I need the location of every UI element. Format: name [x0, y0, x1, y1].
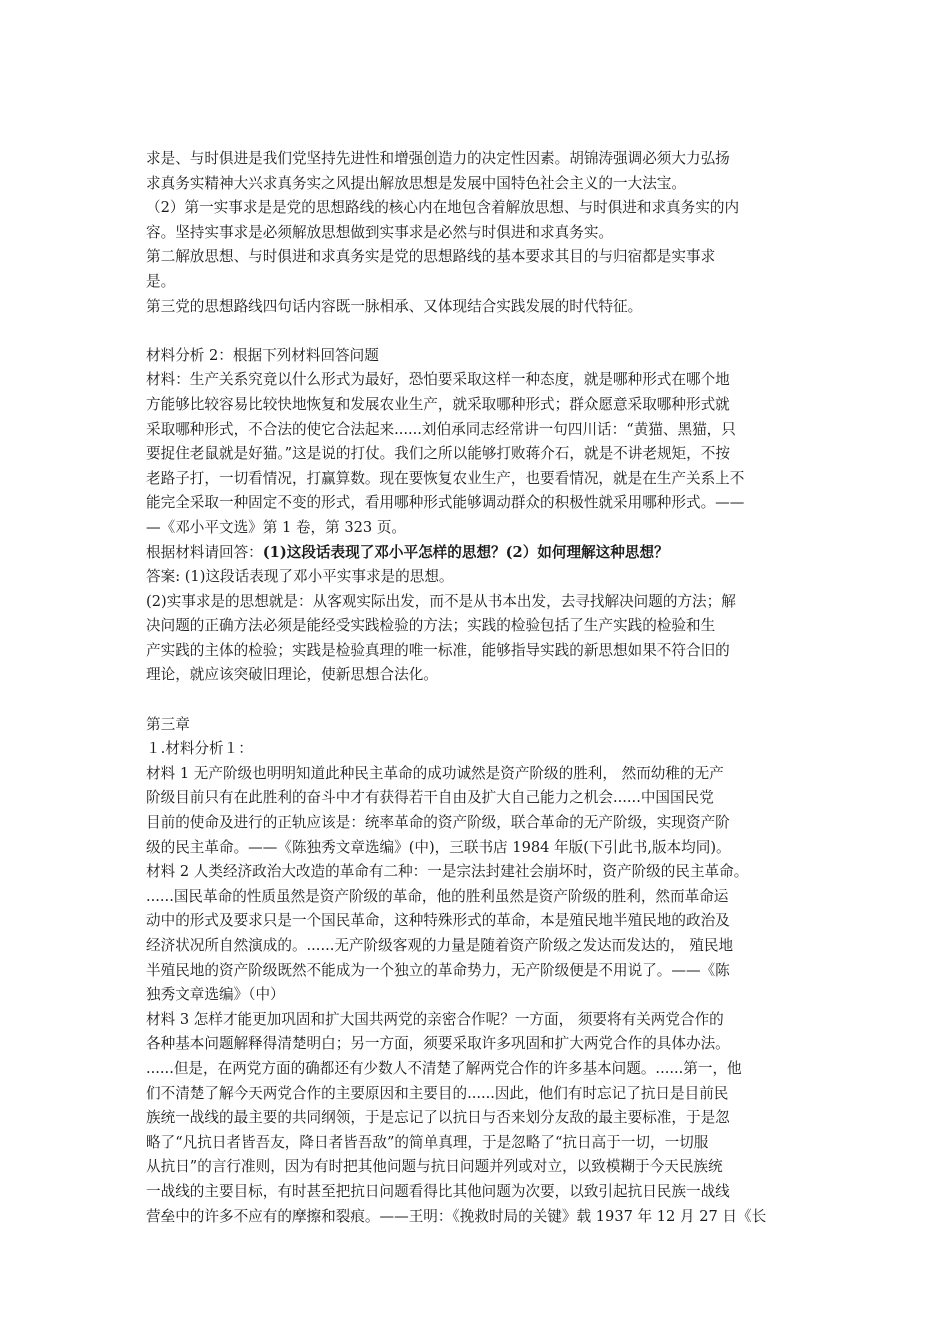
text-line: 是。 — [146, 272, 176, 290]
paragraph-intro — [146, 147, 810, 319]
question-text: (1)这段话表现了邓小平怎样的思想？(2）如何理解这种思想？ — [262, 543, 669, 561]
text-line: 求真务实精神大兴求真务实之风提出解放思想是发展中国特色社会主义的一大法宝。 — [146, 174, 686, 192]
text-line: 采取哪种形式，不合法的使它合法起来......刘伯承同志经常讲一句四川话：“黄猫、黑猫，只 — [146, 420, 736, 438]
section-material-analysis-2 — [146, 344, 810, 688]
text-line: 独秀文章选编》（中） — [146, 986, 285, 1004]
text-line: ......但是，在两党方面的确都还有少数人不清楚了解两党合作的许多基本问题。......第一，他 — [146, 1059, 742, 1077]
text-line: 从抗日”的言行准则，因为有时把其他问题与抗日问题并列或对立，以致模糊于今天民族统 — [146, 1158, 723, 1176]
text-line: ......国民革命的性质虽然是资产阶级的革命，他的胜利虽然是资产阶级的胜利，然而革命运 — [146, 887, 729, 905]
chapter-subheading: １.材料分析１： — [146, 740, 253, 758]
question-prefix: 根据材料请回答： — [146, 543, 263, 561]
text-line: 方能够比较容易比较快地恢复和发展农业生产，就采取哪种形式；群众愿意采取哪种形式就 — [146, 395, 730, 413]
document-page — [146, 147, 810, 1229]
text-line: 一战线的主要目标，有时甚至把抗日问题看得比其他问题为次要，以致引起抗日民族一战线 — [146, 1182, 730, 1200]
section-heading: 材料分析 2：根据下列材料回答问题 — [146, 346, 379, 364]
question-line — [146, 541, 810, 566]
text-line: —《邓小平文选》第 1 卷，第 323 页。 — [146, 518, 407, 536]
answer-line: 答案: (1)这段话表现了邓小平实事求是的思想。 — [146, 568, 454, 586]
text-line: 动中的形式及要求只是一个国民革命，这种特殊形式的革命，本是殖民地半殖民地的政治及 — [146, 912, 730, 930]
text-line: 目前的使命及进行的正轨应该是：统率革命的资产阶级，联合革命的无产阶级，实现资产阶 — [146, 814, 730, 832]
text-line: 第二解放思想、与时俱进和求真务实是党的思想路线的基本要求其目的与归宿都是实事求 — [146, 248, 716, 266]
text-line: 要捉住老鼠就是好猫。”这是说的打仗。我们之所以能够打败蒋介石，就是不讲老规矩，不按 — [146, 445, 730, 463]
text-line: 半殖民地的资产阶级既然不能成为一个独立的革命势力，无产阶级便是不用说了。——《陈 — [146, 961, 730, 979]
text-line: 阶级目前只有在此胜利的奋斗中才有获得若干自由及扩大自己能力之机会......中国国民党 — [146, 789, 714, 807]
text-line: 经济状况所自然演成的。......无产阶级客观的力量是随着资产阶级之发达而发达的， 殖民地 — [146, 937, 734, 954]
answer-line: (2)实事求是的思想就是：从客观实际出发，而不是从书本出发，去寻找解决问题的方法；解 — [146, 592, 736, 610]
text-line: 老路子打，一切看情况，打赢算数。现在要恢复农业生产，也要看情况，就是在生产关系上不 — [146, 469, 745, 487]
text-line: 容。坚持实事求是必须解放思想做到实事求是必然与时俱进和求真务实。 — [146, 223, 614, 241]
text-line: 营垒中的许多不应有的摩擦和裂痕。——王明：《挽救时局的关键》载 1937 年 12 月 27 日《长 — [146, 1207, 767, 1225]
text-line: 求是、与时俱进是我们党坚持先进性和增强创造力的决定性因素。胡锦涛强调必须大力弘扬 — [146, 150, 730, 167]
blank-line — [146, 688, 810, 713]
answer-line: 决问题的正确方法必须是能经受实践检验的方法；实践的检验包括了生产实践的检验和生 — [146, 617, 716, 635]
chapter-3 — [146, 713, 810, 1229]
text-line: 材料 1 无产阶级也明明知道此种民主革命的成功诚然是资产阶级的胜利， 然而幼稚的无产 — [146, 764, 724, 782]
text-line: 们不清楚了解今天两党合作的主要原因和主要目的......因此，他们有时忘记了抗日是目前民 — [146, 1084, 729, 1102]
answer-line: 产实践的主体的检验；实践是检验真理的唯一标准，能够指导实践的新思想如果不符合旧的 — [146, 641, 730, 659]
text-line: 族统一战线的最主要的共同纲领，于是忘记了以抗日与否来划分友敌的最主要标准，于是忽 — [146, 1109, 730, 1127]
text-line: 材料：生产关系究竟以什么形式为最好，恐怕要采取这样一种态度，就是哪种形式在哪个地 — [146, 371, 730, 389]
text-line: 材料 2 人类经济政治大改造的革命有二种：一是宗法封建社会崩坏时，资产阶级的民主革命。 — [146, 863, 749, 881]
text-line: 级的民主革命。——《陈独秀文章选编》(中)，三联书店 1984 年版(下引此书,版本均同)。 — [146, 838, 731, 856]
text-line: （2）第一实事求是是党的思想路线的核心内在地包含着解放思想、与时俱进和求真务实的内 — [146, 199, 740, 217]
chapter-title: 第三章 — [146, 715, 190, 733]
blank-line — [146, 319, 810, 344]
text-line: 第三党的思想路线四句话内容既一脉相承、又体现结合实践发展的时代特征。 — [146, 297, 643, 315]
answer-line: 理论，就应该突破旧理论，使新思想合法化。 — [146, 666, 438, 684]
text-line: 各种基本问题解释得清楚明白；另一方面，须要采取许多巩固和扩大两党合作的具体办法。 — [146, 1035, 730, 1053]
text-line: 能完全采取一种固定不变的形式，看用哪种形式能够调动群众的积极性就采用哪种形式。—— — [146, 494, 745, 512]
text-line: 材料 3 怎样才能更加巩固和扩大国共两党的亲密合作呢？一方面， 须要将有关两党合作的 — [146, 1010, 724, 1028]
text-line: 略了“凡抗日者皆吾友，降日者皆吾敌”的简单真理，于是忽略了“抗日高于一切，一切服 — [146, 1133, 709, 1151]
